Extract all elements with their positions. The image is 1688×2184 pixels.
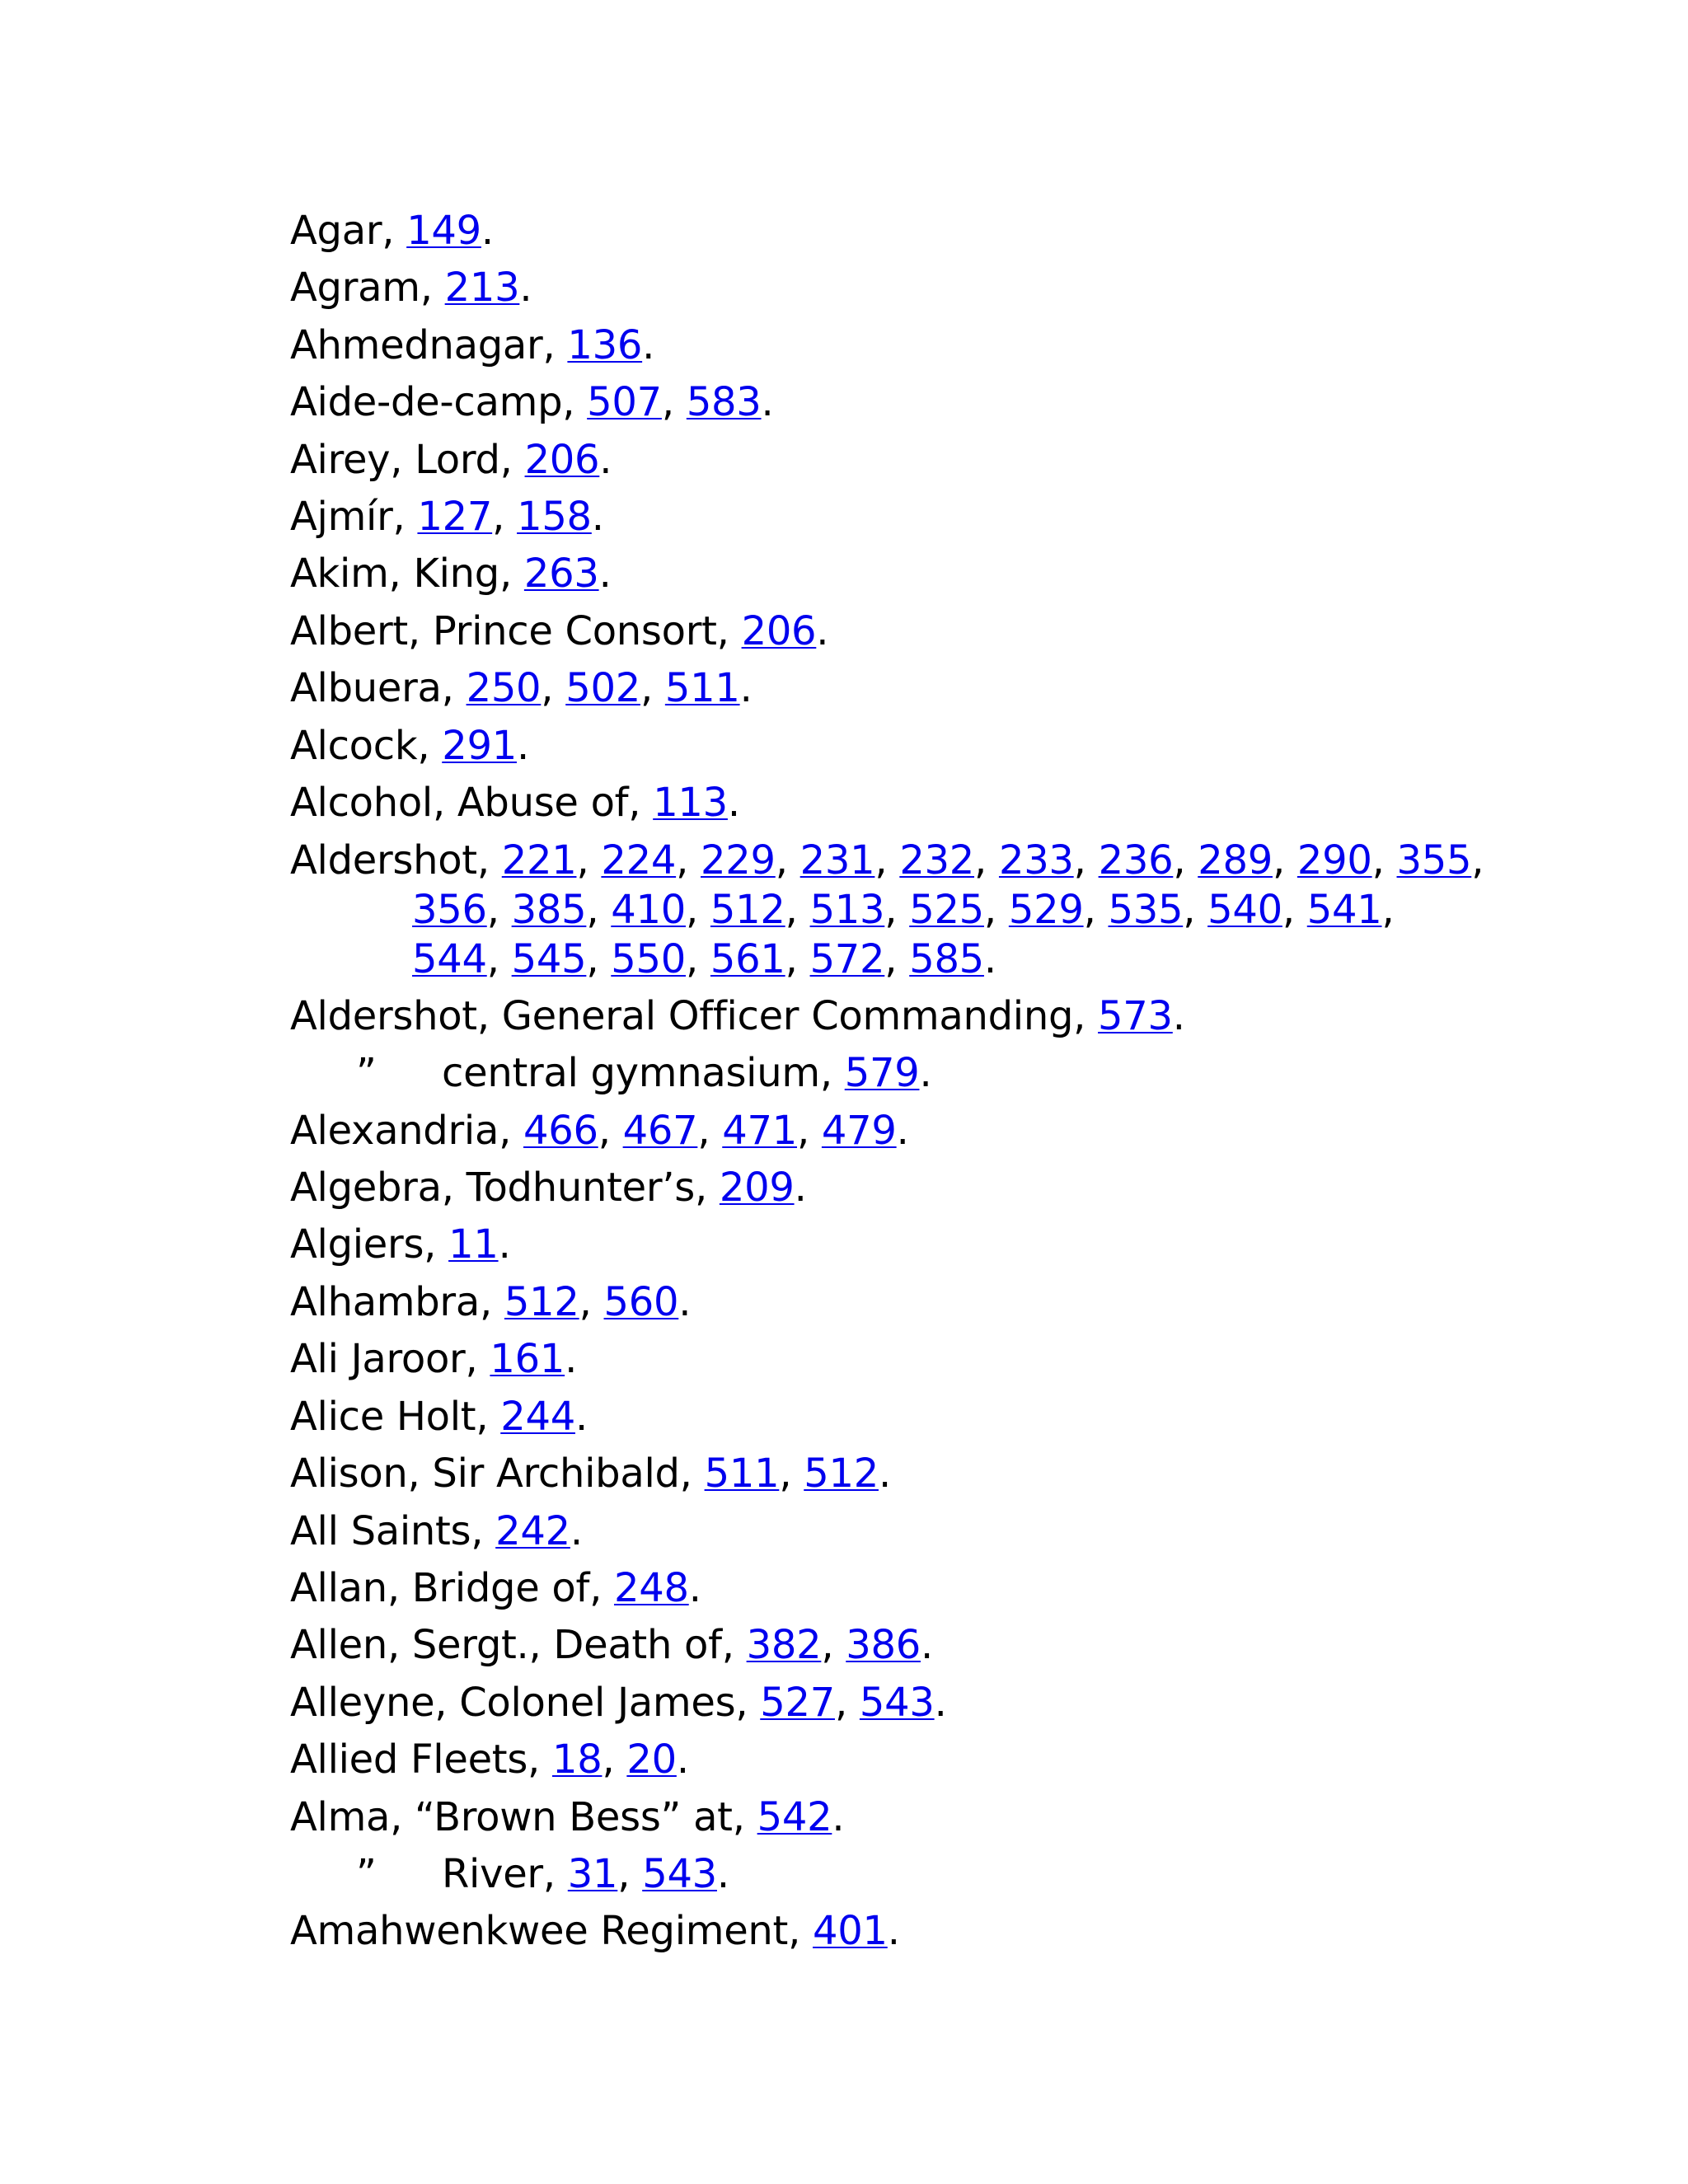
page-link[interactable]: 18	[551, 1736, 603, 1783]
page-link[interactable]: 291	[442, 722, 517, 769]
index-entry: Ajmír, 127, 158.	[290, 494, 604, 541]
index-entry: Aldershot, 221, 224, 229, 231, 232, 233, 236, 289, 290, 355, 356, 385, 410, 512, 513, 525, 529, 535, 540, 541, 544, 545, 550, 561, 572, 585.	[290, 832, 1576, 987]
page-link[interactable]: 209	[719, 1165, 795, 1212]
page-link[interactable]: 149	[406, 208, 481, 254]
page-link[interactable]: 513	[809, 887, 885, 934]
entry-heading: Alhambra	[290, 1278, 480, 1325]
index-entry: Airey, Lord, 206.	[290, 436, 612, 483]
page-link[interactable]: 583	[686, 379, 762, 426]
entry-heading: Alexandria	[290, 1107, 499, 1154]
index-entry: Alcohol, Abuse of, 113.	[290, 780, 740, 827]
ditto-mark: ”	[356, 1050, 377, 1097]
page-link[interactable]: 386	[846, 1622, 921, 1669]
page-link[interactable]: 573	[1098, 992, 1173, 1039]
page-link[interactable]: 158	[517, 494, 592, 541]
entry-heading: Alleyne, Colonel James	[290, 1679, 736, 1726]
entry-heading: River	[442, 1850, 543, 1897]
index-entry: Albuera, 250, 502, 511.	[290, 665, 753, 712]
page-link[interactable]: 232	[899, 837, 975, 884]
index-entry: Algebra, Todhunter’s, 209.	[290, 1165, 807, 1212]
ditto-mark: ”	[356, 1850, 377, 1897]
page-link[interactable]: 221	[501, 837, 577, 884]
page-link[interactable]: 512	[710, 887, 785, 934]
entry-heading: All Saints	[290, 1507, 471, 1554]
page-link[interactable]: 535	[1108, 887, 1184, 934]
index-entry: ” central gymnasium, 579.	[290, 1045, 1576, 1102]
page-link[interactable]: 585	[909, 936, 984, 983]
index-entry: Amahwenkwee Regiment, 401.	[290, 1908, 900, 1955]
index-list	[290, 203, 1576, 1961]
index-entry: Alma, “Brown Bess” at, 542.	[290, 1793, 845, 1840]
page-link[interactable]: 31	[567, 1850, 618, 1897]
page-link[interactable]: 248	[613, 1564, 689, 1611]
page-link[interactable]: 543	[642, 1850, 717, 1897]
page-link[interactable]: 289	[1198, 837, 1273, 884]
entry-heading: Amahwenkwee Regiment	[290, 1908, 789, 1955]
page-link[interactable]: 401	[813, 1908, 888, 1955]
index-entry: Akim, King, 263.	[290, 551, 612, 598]
page-link[interactable]: 231	[799, 837, 875, 884]
page-link[interactable]: 206	[741, 607, 817, 654]
entry-continuation: 356, 385, 410, 512, 513, 525, 529, 535, 540, 541,	[412, 887, 1395, 934]
index-entry: All Saints, 242.	[290, 1507, 583, 1554]
page-link[interactable]: 527	[760, 1679, 835, 1726]
page-link[interactable]: 127	[417, 494, 493, 541]
page-link[interactable]: 244	[500, 1393, 575, 1440]
index-entry: Agar, 149.	[290, 208, 494, 254]
entry-heading: Agar	[290, 208, 382, 254]
entry-heading: Ajmír	[290, 494, 393, 541]
entry-heading: Alison, Sir Archibald	[290, 1451, 680, 1497]
page-link[interactable]: 542	[757, 1793, 832, 1840]
page-link[interactable]: 224	[601, 837, 677, 884]
entry-heading: Aide-de-camp	[290, 379, 563, 426]
index-entry: Albert, Prince Consort, 206.	[290, 607, 829, 654]
entry-heading: Albert, Prince Consort	[290, 607, 717, 654]
entry-heading: Algebra, Todhunter’s	[290, 1165, 695, 1212]
entry-heading: Alcock	[290, 722, 418, 769]
page-link[interactable]: 579	[844, 1050, 920, 1097]
page-link[interactable]: 511	[704, 1451, 780, 1497]
entry-heading: Aldershot, General Officer Commanding	[290, 992, 1074, 1039]
page-link[interactable]: 20	[626, 1736, 677, 1783]
index-entry: Allan, Bridge of, 248.	[290, 1564, 701, 1611]
page-link[interactable]: 525	[909, 887, 984, 934]
page-link[interactable]: 529	[1008, 887, 1084, 934]
index-entry: Ahmednagar, 136.	[290, 321, 655, 368]
entry-heading: Ali Jaroor	[290, 1336, 466, 1383]
entry-continuation: 544, 545, 550, 561, 572, 585.	[412, 936, 996, 983]
entry-heading: Alice Holt	[290, 1393, 476, 1440]
index-entry: Aide-de-camp, 507, 583.	[290, 379, 774, 426]
page-link[interactable]: 161	[490, 1336, 565, 1383]
page-link[interactable]: 382	[746, 1622, 822, 1669]
page-link[interactable]: 502	[565, 665, 640, 712]
entry-heading: Allen, Sergt., Death of	[290, 1622, 722, 1669]
page-link[interactable]: 113	[653, 780, 728, 827]
index-entry: Ali Jaroor, 161.	[290, 1336, 578, 1383]
page-link[interactable]: 355	[1396, 837, 1472, 884]
page-link[interactable]: 290	[1296, 837, 1372, 884]
page-link[interactable]: 11	[448, 1221, 499, 1268]
entry-heading: Alma, “Brown Bess” at	[290, 1793, 733, 1840]
page-link[interactable]: 206	[524, 436, 600, 483]
page-link[interactable]: 561	[710, 936, 785, 983]
page-link[interactable]: 479	[821, 1107, 897, 1154]
page-link[interactable]: 511	[664, 665, 740, 712]
entry-heading: Allied Fleets	[290, 1736, 528, 1783]
index-entry: Alison, Sir Archibald, 511, 512.	[290, 1451, 891, 1497]
index-entry: Alice Holt, 244.	[290, 1393, 588, 1440]
index-entry: Agram, 213.	[290, 265, 532, 312]
page-link[interactable]: 560	[603, 1278, 679, 1325]
page-link[interactable]: 410	[611, 887, 686, 934]
entry-heading: Albuera	[290, 665, 442, 712]
page-link[interactable]: 356	[412, 887, 487, 934]
page-link[interactable]: 385	[511, 887, 587, 934]
page-link[interactable]: 507	[587, 379, 662, 426]
page-link[interactable]: 545	[511, 936, 587, 983]
entry-heading: Aldershot	[290, 837, 477, 884]
index-entry: ” River, 31, 543.	[290, 1846, 1576, 1903]
index-entry: Allen, Sergt., Death of, 382, 386.	[290, 1622, 933, 1669]
page-link[interactable]: 467	[622, 1107, 698, 1154]
page-link[interactable]: 136	[567, 321, 643, 368]
page-link[interactable]: 242	[495, 1507, 570, 1554]
page-link[interactable]: 250	[466, 665, 542, 712]
page-link[interactable]: 541	[1306, 887, 1382, 934]
entry-heading: Akim, King	[290, 551, 499, 598]
page-link[interactable]: 466	[523, 1107, 598, 1154]
entry-heading: Alcohol, Abuse of	[290, 780, 629, 827]
index-entry: Alleyne, Colonel James, 527, 543.	[290, 1679, 947, 1726]
page-link[interactable]: 543	[859, 1679, 935, 1726]
entry-heading: Airey, Lord	[290, 436, 500, 483]
page-link[interactable]: 236	[1098, 837, 1174, 884]
page-link[interactable]: 572	[809, 936, 885, 983]
index-entry: Allied Fleets, 18, 20.	[290, 1736, 689, 1783]
entry-heading: Algiers	[290, 1221, 424, 1268]
page-link[interactable]: 544	[412, 936, 487, 983]
entry-heading: Allan, Bridge of	[290, 1564, 590, 1611]
page-link[interactable]: 229	[701, 837, 776, 884]
page-link[interactable]: 540	[1207, 887, 1282, 934]
page-link[interactable]: 512	[504, 1278, 579, 1325]
index-entry: Alcock, 291.	[290, 722, 529, 769]
entry-heading: Ahmednagar	[290, 321, 543, 368]
entry-heading: central gymnasium	[442, 1050, 820, 1097]
page-link[interactable]: 512	[804, 1451, 879, 1497]
page-link[interactable]: 263	[523, 551, 599, 598]
page-link[interactable]: 471	[722, 1107, 797, 1154]
index-entry: Aldershot, General Officer Commanding, 573.	[290, 992, 1185, 1039]
index-entry: Algiers, 11.	[290, 1221, 511, 1268]
page-link[interactable]: 233	[998, 837, 1074, 884]
index-entry: Alhambra, 512, 560.	[290, 1278, 692, 1325]
index-entry: Alexandria, 466, 467, 471, 479.	[290, 1107, 909, 1154]
page-link[interactable]: 213	[444, 265, 520, 312]
page-link[interactable]: 550	[611, 936, 686, 983]
entry-heading: Agram	[290, 265, 420, 312]
